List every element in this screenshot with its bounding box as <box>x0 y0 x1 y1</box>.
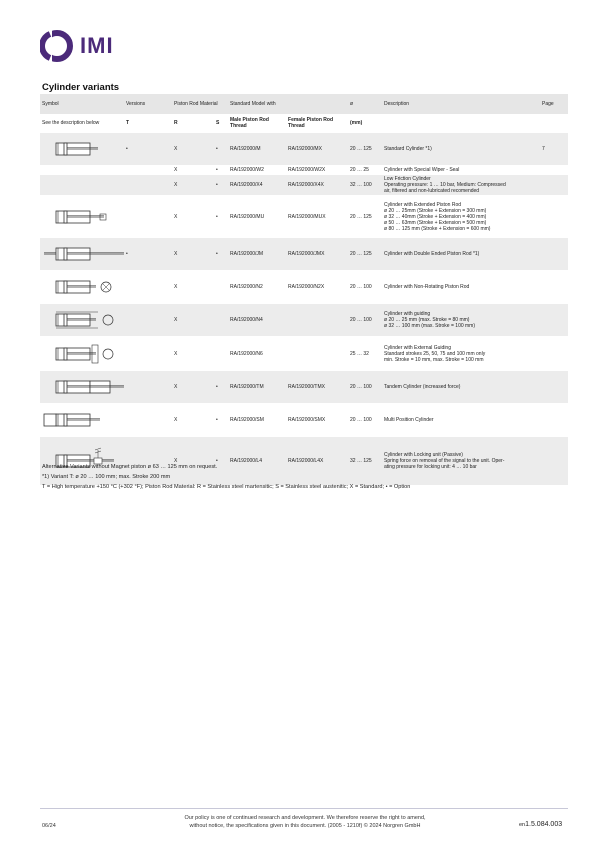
standard-cylinder-symbol <box>42 134 124 164</box>
material-s-cell <box>214 271 228 304</box>
subheader-female: Female Piston Rod Thread <box>288 117 334 129</box>
note-2: *1) Variant T: ø 20 … 100 mm; max. Stroke 200 mm <box>42 474 171 480</box>
description-line: ø 50 … 63mm (Stroke + Extension = 500 mm) <box>384 219 487 226</box>
page-cell <box>540 271 568 304</box>
male-thread-cell: RA/192000/N2 <box>228 271 286 304</box>
symbol-cell <box>40 238 124 271</box>
non-rotating-rod-cylinder-symbol <box>42 272 124 302</box>
female-thread-cell <box>286 304 348 337</box>
material-s-cell: • <box>214 166 228 175</box>
description-line: Multi Position Cylinder <box>384 417 434 423</box>
male-thread-cell: RA/192000/TM <box>228 371 286 404</box>
note-3: T = High temperature +150 °C (+302 °F); Piston Rod Material: R = Stainless steel martensitic; S = Stainless steel austenitic; X = Standard; • = Option <box>42 484 411 490</box>
diameter-cell: 20 … 100 <box>348 404 382 437</box>
female-thread-cell: RA/192000/TMX <box>286 371 348 404</box>
description-line: ø 80 … 125 mm (Stroke + Extension = 600 mm) <box>384 225 491 232</box>
version-t-cell <box>124 271 172 304</box>
diameter-cell: 20 … 100 <box>348 271 382 304</box>
material-r-cell: X <box>172 404 214 437</box>
page-cell <box>540 404 568 437</box>
diameter-cell: 25 … 32 <box>348 337 382 371</box>
description-cell <box>382 175 540 196</box>
material-r-cell: X <box>172 304 214 337</box>
male-thread-cell: RA/192000/W2 <box>228 166 286 175</box>
version-t-cell: • <box>124 133 172 166</box>
symbol-cell <box>40 371 124 404</box>
brand-name: IMI <box>80 33 114 58</box>
description-cell <box>382 271 540 304</box>
description-line: Cylinder with Special Wiper - Seal <box>384 167 460 173</box>
male-thread-cell: RA/192000/X4 <box>228 175 286 196</box>
section-title: Cylinder variants <box>42 82 120 93</box>
page-cell <box>540 196 568 238</box>
material-s-cell <box>214 337 228 371</box>
imi-logo-mark <box>40 29 74 63</box>
description-line: Standard strokes 25, 50, 75 and 100 mm only <box>384 350 486 357</box>
female-thread-cell: RA/192000/N2X <box>286 271 348 304</box>
description-line: Cylinder with Extended Piston Rod <box>384 201 462 208</box>
description-line: Cylinder with guiding <box>384 311 431 317</box>
description-line: ø 32 … 40mm (Stroke + Extension = 400 mm) <box>384 213 487 220</box>
description-line: Spring force on removal of the signal to the unit. Oper- <box>384 457 505 464</box>
header-versions: Versions <box>124 94 172 114</box>
subheader-diameter: (mm) <box>350 120 363 126</box>
description-cell <box>382 404 540 437</box>
footer-doc-id: 1.5.084.003 <box>525 821 563 828</box>
female-thread-cell: RA/192000/W2X <box>286 166 348 175</box>
header-symbol: Symbol <box>40 94 124 114</box>
note-1: Alternative Variants without Magnet piston ø 63 … 125 mm on request. <box>42 464 218 470</box>
version-t-cell <box>124 196 172 238</box>
female-thread-cell: RA/192000/SMX <box>286 404 348 437</box>
table-row <box>40 337 568 371</box>
description-line: Operating pressure: 1 … 10 bar, Medium: Compressed <box>384 182 506 188</box>
description-cell <box>382 133 540 166</box>
table-row <box>40 196 568 238</box>
multi-position-cylinder-symbol <box>42 405 124 435</box>
header-material: Piston Rod Material <box>172 94 228 114</box>
subheader-symbol: See the description below <box>42 120 100 126</box>
material-s-cell: • <box>214 196 228 238</box>
symbol-cell <box>40 337 124 371</box>
header-page: Page <box>540 94 568 114</box>
description-line: min. Stroke = 10 mm, max. Stroke = 100 mm <box>384 356 484 363</box>
diameter-cell: 32 … 125 <box>348 437 382 485</box>
material-s-cell: • <box>214 437 228 485</box>
female-thread-cell: RA/192000/MUX <box>286 196 348 238</box>
page-cell <box>540 175 568 196</box>
material-s-cell <box>214 304 228 337</box>
tandem-cylinder-symbol <box>42 372 124 402</box>
subheader-material-s: S <box>216 120 220 126</box>
material-r-cell: X <box>172 196 214 238</box>
female-thread-cell <box>286 337 348 371</box>
cylinder-variants-table <box>40 94 568 485</box>
external-guiding-cylinder-symbol <box>42 339 124 369</box>
version-t-cell <box>124 404 172 437</box>
material-r-cell: X <box>172 271 214 304</box>
header-standard: Standard Model with <box>228 94 348 114</box>
version-t-cell <box>124 337 172 371</box>
male-thread-cell: RA/192000/M <box>228 133 286 166</box>
page-cell <box>540 371 568 404</box>
table-row <box>40 304 568 337</box>
table-subheader-row <box>40 114 568 133</box>
table-header-row <box>40 94 568 114</box>
version-t-cell <box>124 304 172 337</box>
symbol-cell <box>40 166 124 175</box>
diameter-cell: 32 … 100 <box>348 175 382 196</box>
footer-document-number <box>519 821 562 828</box>
table-row <box>40 238 568 271</box>
table-row <box>40 271 568 304</box>
male-thread-cell: RA/192000/SM <box>228 404 286 437</box>
version-t-cell <box>124 371 172 404</box>
description-line: ø 20 … 25mm (Stroke + Extension = 300 mm) <box>384 207 487 214</box>
table-row <box>40 175 568 196</box>
diameter-cell: 20 … 125 <box>348 238 382 271</box>
description-cell <box>382 337 540 371</box>
symbol-cell <box>40 175 124 196</box>
female-thread-cell: RA/192000/L4X <box>286 437 348 485</box>
description-line: Cylinder with Locking unit (Passive) <box>384 451 463 458</box>
description-line: Standard Cylinder *1) <box>384 146 432 152</box>
material-s-cell: • <box>214 404 228 437</box>
header-description: Description <box>382 94 540 114</box>
page-cell <box>540 304 568 337</box>
subheader-material-r: R <box>174 120 178 126</box>
diameter-cell: 20 … 25 <box>348 166 382 175</box>
table-row <box>40 133 568 166</box>
material-s-cell: • <box>214 371 228 404</box>
material-r-cell: X <box>172 133 214 166</box>
footer-disclaimer-line-1: Our policy is one of continued research and development. We therefore reserve the right to amend, <box>184 815 426 821</box>
description-cell <box>382 166 540 175</box>
material-s-cell: • <box>214 133 228 166</box>
male-thread-cell: RA/192000/L4 <box>228 437 286 485</box>
description-line: air, filtered and non-lubricated recomended <box>384 188 480 194</box>
description-line: Cylinder with External Guiding <box>384 344 451 351</box>
male-thread-cell: RA/192000/JM <box>228 238 286 271</box>
description-cell <box>382 371 540 404</box>
description-cell <box>382 238 540 271</box>
material-s-cell: • <box>214 175 228 196</box>
material-r-cell: X <box>172 371 214 404</box>
version-t-cell <box>124 175 172 196</box>
male-thread-cell: RA/192000/N4 <box>228 304 286 337</box>
page-cell <box>540 166 568 175</box>
material-r-cell: X <box>172 238 214 271</box>
diameter-cell: 20 … 100 <box>348 371 382 404</box>
description-line: Low Friction Cylinder <box>384 176 431 182</box>
description-line: ating pressure for locking unit: 4 … 10 bar <box>384 463 477 470</box>
page-cell <box>540 238 568 271</box>
description-line: ø 20 … 25 mm (max. Stroke = 80 mm) <box>384 317 470 323</box>
description-cell <box>382 304 540 337</box>
footer-language: en <box>519 822 526 828</box>
symbol-cell <box>40 271 124 304</box>
diameter-cell: 20 … 125 <box>348 196 382 238</box>
table-row <box>40 371 568 404</box>
symbol-cell <box>40 196 124 238</box>
symbol-cell <box>40 404 124 437</box>
description-line: Tandem Cylinder (increased force) <box>384 384 461 390</box>
page-cell: 7 <box>540 133 568 166</box>
female-thread-cell: RA/192000/MX <box>286 133 348 166</box>
material-s-cell: • <box>214 238 228 271</box>
description-line: Cylinder with Double Ended Piston Rod *1) <box>384 251 480 257</box>
male-thread-cell: RA/192000/N6 <box>228 337 286 371</box>
table-row <box>40 404 568 437</box>
double-ended-rod-cylinder-symbol <box>42 239 124 269</box>
description-line: Cylinder with Non-Rotating Piston Rod <box>384 284 470 290</box>
version-t-cell: • <box>124 238 172 271</box>
footer-page-date: 06/24 <box>42 823 56 829</box>
footer-divider <box>40 808 568 809</box>
footer-disclaimer-line-2: without notice, the specifications given in this document. (2005 - 1210f) © 2024 Norgren GmbH <box>189 823 421 829</box>
header-diameter: ø <box>348 94 382 114</box>
material-r-cell: X <box>172 337 214 371</box>
diameter-cell: 20 … 100 <box>348 304 382 337</box>
footer-disclaimer <box>150 814 460 830</box>
female-thread-cell: RA/192000/X4X <box>286 175 348 196</box>
subheader-male: Male Piston Rod Thread <box>230 117 269 129</box>
description-cell <box>382 196 540 238</box>
page-cell <box>540 437 568 485</box>
material-r-cell: X <box>172 437 214 485</box>
page-cell <box>540 337 568 371</box>
extended-rod-cylinder-symbol <box>42 202 124 232</box>
female-thread-cell: RA/192000/JMX <box>286 238 348 271</box>
symbol-cell <box>40 304 124 337</box>
description-line: ø 32 … 100 mm (max. Stroke = 100 mm) <box>384 323 476 329</box>
notes <box>42 462 410 492</box>
imi-logo <box>40 30 114 62</box>
table-row <box>40 166 568 175</box>
diameter-cell: 20 … 125 <box>348 133 382 166</box>
symbol-cell <box>40 133 124 166</box>
male-thread-cell: RA/192000/MU <box>228 196 286 238</box>
subheader-versions: T <box>126 120 130 126</box>
material-r-cell: X <box>172 175 214 196</box>
version-t-cell <box>124 166 172 175</box>
guided-cylinder-symbol <box>42 305 124 335</box>
material-r-cell: X <box>172 166 214 175</box>
